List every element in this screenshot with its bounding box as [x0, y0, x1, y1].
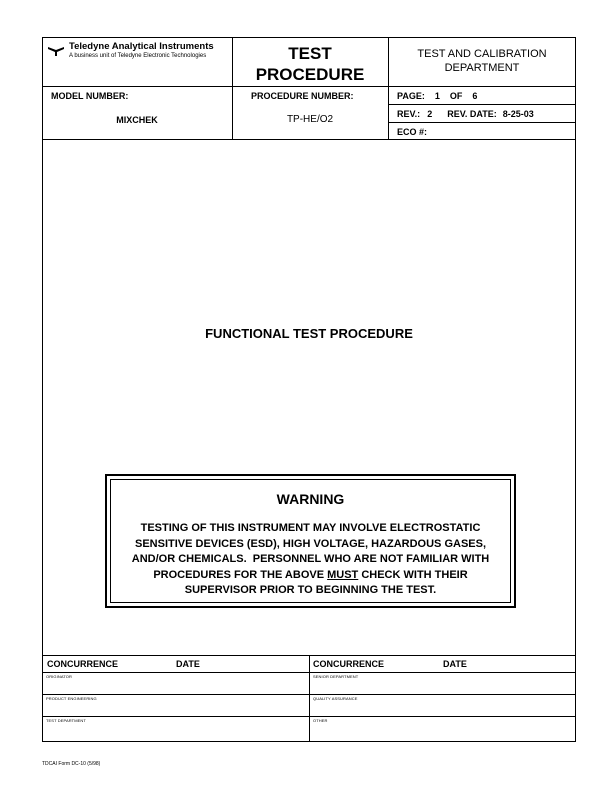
page-total: 6: [472, 91, 478, 101]
warning-box: [105, 474, 516, 608]
header-divider-2: [388, 37, 389, 139]
main-title: FUNCTIONAL TEST PROCEDURE: [205, 326, 413, 341]
company-name: Teledyne Analytical Instruments: [69, 41, 214, 52]
model-number-value: MIXCHEK: [116, 115, 158, 125]
warning-line-2: SENSITIVE DEVICES (ESD), HIGH VOLTAGE, HAZARDOUS GASES,: [134, 537, 487, 550]
document-title: [232, 43, 388, 85]
signature-quality-assurance: QUALITY ASSURANCE: [313, 696, 358, 701]
page-current: 1: [434, 91, 440, 101]
company-logo: [47, 42, 214, 60]
header-rule-3: [388, 122, 576, 123]
warning-line-3: AND/OR CHEMICALS. PERSONNEL WHO ARE NOT FAMILIAR WITH: [131, 553, 490, 565]
header-rule-2: [388, 104, 576, 105]
teledyne-logo-icon: [47, 45, 65, 57]
model-number-label: MODEL NUMBER:: [51, 91, 129, 101]
concurrence-divider: [309, 655, 310, 742]
signature-other: OTHER: [313, 718, 328, 723]
header-rule-1: [42, 86, 576, 87]
page-of: OF: [449, 91, 463, 101]
procedure-number-label: PROCEDURE NUMBER:: [251, 91, 354, 101]
rev-date-value: 8-25-03: [502, 109, 534, 119]
procedure-number-value: TP-HE/O2: [286, 114, 334, 125]
concurrence-right-header: CONCURRENCE: [313, 659, 385, 669]
company-tagline: A business unit of Teledyne Electronic Technologies: [69, 53, 207, 59]
document-frame: [42, 37, 576, 742]
warning-title: WARNING: [276, 491, 345, 507]
warning-text: [117, 521, 504, 599]
concurrence-right-date: DATE: [443, 659, 467, 669]
header-rule-bottom: [42, 139, 576, 140]
concurrence-left-header: CONCURRENCE: [47, 659, 119, 669]
warning-line-4-emphasis: MUST: [327, 568, 359, 581]
rev-value: 2: [427, 109, 433, 119]
signature-product-engineering: PRODUCT ENGINEERING: [46, 696, 97, 701]
document-title-line1: TEST: [288, 44, 332, 63]
page-info: [397, 91, 477, 101]
warning-line-4-post: CHECK WITH THEIR: [358, 568, 468, 581]
warning-line-5: SUPERVISOR PRIOR TO BEGINNING THE TEST.: [184, 584, 437, 596]
warning-line-4: [117, 568, 504, 584]
form-number: TDCAI Form DC-10 (5/98): [42, 761, 101, 767]
concurrence-left-date: DATE: [176, 659, 200, 669]
signature-originator: ORIGINATOR: [46, 674, 72, 679]
page-label: PAGE:: [397, 91, 425, 101]
warning-line-1: TESTING OF THIS INSTRUMENT MAY INVOLVE ELECTROSTATIC: [140, 522, 481, 534]
rev-date-label: REV. DATE:: [447, 109, 497, 119]
document-title-line2: PROCEDURE: [255, 65, 365, 84]
signature-senior-department: SENIOR DEPARTMENT: [313, 674, 359, 679]
warning-line-4-pre: PROCEDURES FOR THE ABOVE: [153, 568, 328, 581]
warning-box-inner: [110, 479, 511, 603]
signature-test-department: TEST DEPARTMENT: [46, 718, 86, 723]
rev-label: REV.:: [397, 109, 421, 119]
department-name: TEST AND CALIBRATION DEPARTMENT: [417, 48, 547, 74]
eco-label: ECO #:: [397, 127, 428, 137]
revision-info: [397, 109, 534, 119]
